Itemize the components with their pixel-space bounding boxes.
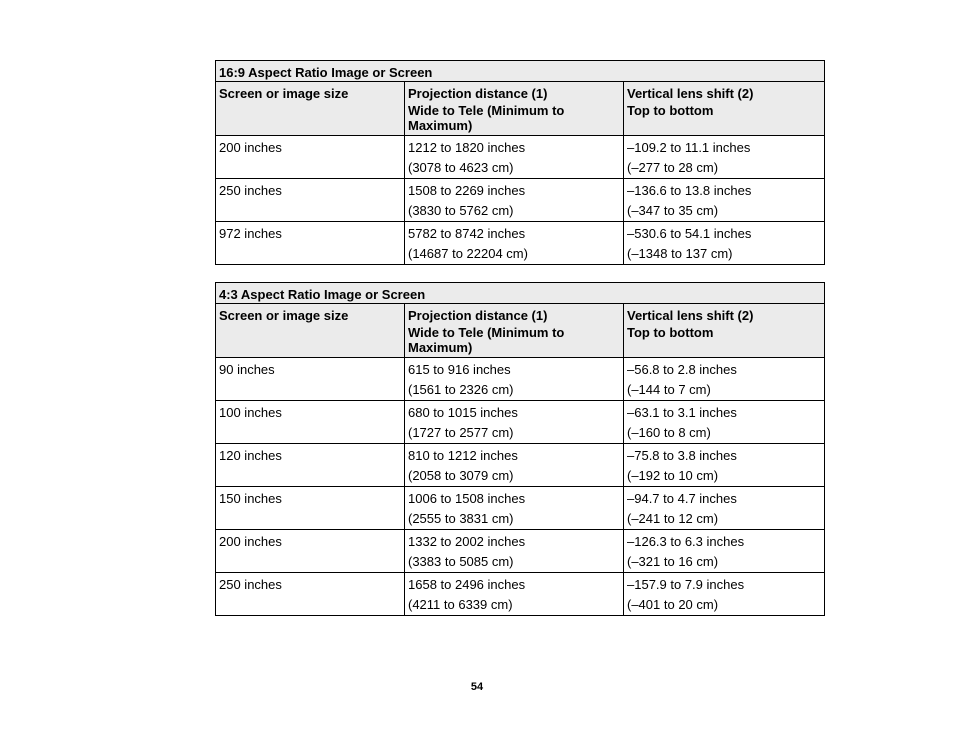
aspect-16-9-table bbox=[215, 60, 825, 265]
cell-distance: 615 to 916 inches (1561 to 2326 cm) bbox=[405, 358, 624, 401]
cell-shift: –157.9 to 7.9 inches (–401 to 20 cm) bbox=[624, 573, 825, 616]
table-row bbox=[216, 573, 825, 616]
header-projection-distance: Projection distance (1) Wide to Tele (Minimum to Maximum) bbox=[405, 304, 624, 358]
table-title-row bbox=[216, 283, 825, 304]
header-screen-size: Screen or image size bbox=[216, 304, 405, 358]
cell-shift: –63.1 to 3.1 inches (–160 to 8 cm) bbox=[624, 401, 825, 444]
table-row bbox=[216, 444, 825, 487]
cell-shift: –530.6 to 54.1 inches (–1348 to 137 cm) bbox=[624, 222, 825, 265]
cell-distance: 1658 to 2496 inches (4211 to 6339 cm) bbox=[405, 573, 624, 616]
cell-size: 150 inches bbox=[216, 487, 405, 530]
cell-distance: 680 to 1015 inches (1727 to 2577 cm) bbox=[405, 401, 624, 444]
header-vertical-lens-shift: Vertical lens shift (2) Top to bottom bbox=[624, 304, 825, 358]
cell-shift: –94.7 to 4.7 inches (–241 to 12 cm) bbox=[624, 487, 825, 530]
cell-size: 100 inches bbox=[216, 401, 405, 444]
table-row bbox=[216, 179, 825, 222]
cell-shift: –75.8 to 3.8 inches (–192 to 10 cm) bbox=[624, 444, 825, 487]
table-row bbox=[216, 487, 825, 530]
cell-distance: 5782 to 8742 inches (14687 to 22204 cm) bbox=[405, 222, 624, 265]
cell-distance: 810 to 1212 inches (2058 to 3079 cm) bbox=[405, 444, 624, 487]
cell-size: 200 inches bbox=[216, 136, 405, 179]
table-title: 4:3 Aspect Ratio Image or Screen bbox=[216, 283, 825, 304]
header-vertical-lens-shift: Vertical lens shift (2) Top to bottom bbox=[624, 82, 825, 136]
table-title: 16:9 Aspect Ratio Image or Screen bbox=[216, 61, 825, 82]
table-row bbox=[216, 358, 825, 401]
cell-size: 200 inches bbox=[216, 530, 405, 573]
table-row bbox=[216, 222, 825, 265]
cell-distance: 1508 to 2269 inches (3830 to 5762 cm) bbox=[405, 179, 624, 222]
aspect-4-3-table bbox=[215, 282, 825, 616]
cell-shift: –109.2 to 11.1 inches (–277 to 28 cm) bbox=[624, 136, 825, 179]
header-screen-size: Screen or image size bbox=[216, 82, 405, 136]
cell-size: 90 inches bbox=[216, 358, 405, 401]
cell-size: 250 inches bbox=[216, 179, 405, 222]
table-header-row bbox=[216, 82, 825, 136]
cell-distance: 1332 to 2002 inches (3383 to 5085 cm) bbox=[405, 530, 624, 573]
header-projection-distance: Projection distance (1) Wide to Tele (Minimum to Maximum) bbox=[405, 82, 624, 136]
table-header-row bbox=[216, 304, 825, 358]
page-number: 54 bbox=[470, 681, 484, 693]
cell-distance: 1006 to 1508 inches (2555 to 3831 cm) bbox=[405, 487, 624, 530]
table-row bbox=[216, 401, 825, 444]
cell-size: 120 inches bbox=[216, 444, 405, 487]
cell-size: 250 inches bbox=[216, 573, 405, 616]
cell-distance: 1212 to 1820 inches (3078 to 4623 cm) bbox=[405, 136, 624, 179]
table-row bbox=[216, 530, 825, 573]
cell-size: 972 inches bbox=[216, 222, 405, 265]
table-title-row bbox=[216, 61, 825, 82]
table-row bbox=[216, 136, 825, 179]
cell-shift: –56.8 to 2.8 inches (–144 to 7 cm) bbox=[624, 358, 825, 401]
cell-shift: –136.6 to 13.8 inches (–347 to 35 cm) bbox=[624, 179, 825, 222]
cell-shift: –126.3 to 6.3 inches (–321 to 16 cm) bbox=[624, 530, 825, 573]
